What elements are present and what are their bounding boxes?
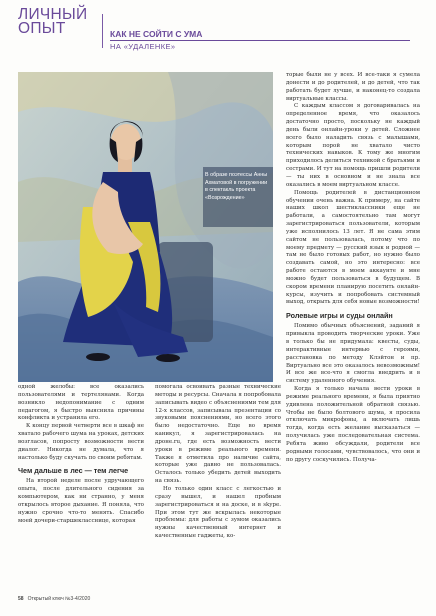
paragraph: одной желобы: все оказались пользователями и тертелянами. Когда возникло недопонимание с одним педагогом, я быстро выяснила причины конфликта и устранила его.	[18, 384, 144, 422]
article-photo	[18, 72, 273, 382]
paragraph: С каждым классом я договаривалась на определенное время, что оказалось достаточно просто, поскольку не каждый день были онлайн-уроки у детей. Сложнее всего было наладить связь с малышами, которым порой не хватало чисто технических навыков. К тому же многим приходилось делиться техникой с братьями и сестрами. И тут на помощь пришли родители — ты них в основном и не знала все оказались в моем виртуальном классе.	[286, 103, 420, 188]
header-divider	[102, 14, 103, 48]
section-label	[18, 8, 88, 36]
paragraph: торые были не у всех. И все-таки я сумела донести и до родителей, и до детей, что так работать будет лучше, и наконец-то создала виртуальные классы.	[286, 72, 420, 102]
portrait-illustration	[18, 72, 273, 382]
photo-caption: В образе поэтессы Анны Ахматовой в погружении в спектакль проекта «Возрождение»	[205, 172, 268, 201]
kicker-subtitle: НА «УДАЛЕНКЕ»	[110, 42, 176, 51]
paragraph: Помимо обычных объяснений, заданий я привыкла проводить творческие уроки. Уже в только бы не придумала: квесты, суды, интерактивные интервью с героями, расстановка по методу Клэйтон и пр. Виртуально все это оказалось невозможным! И все же все-что я смогла внедрить и в систему удаленного обучения.	[286, 323, 420, 385]
paragraph: помогала освоивать разные технические методы и ресурсы. Сначала я попробовала записывать видео с объяснениями тем для 12-х классов, записывала презентации со звуковыми пояснениями, но всего этого было недостаточно. Еще во время каникул, я зарегистрировалась на дроне.ru, где есть возможность вести уроки в режиме реального времени. Также я отметила про наличие сайта, которые уже давно не пользовалась. Осталось только убедить детей выходить на связь.	[155, 384, 281, 485]
paragraph: Помощь родителей в дистанционном обучении очень важна. К примеру, на сайте наших школ шестиклассники еще не работали, а самостоятельно там могут зарегистрироваться пользователи, которым уже исполнилось 13 лет. Я не сама этим сайтом не пользовалась, потому что по моему предмету — русский язык и родной — там не было готовых работ, но нужно было создавать самой, но это интересно: все работе остаются в моем аккаунте и мне можно будет пользоваться в будущем. В скором времени планирую посетить онлайн-курсы, изучить и попробовать системный выход, открыть для себя новые возможности!	[286, 189, 420, 306]
paragraph: На второй неделе после удручающего опыта, после длительного сидения за компьютером, как ни странно, у меня открылось второе дыхание. Я поняла, что нужно срочно что-то менять. Спасибо моей дочери-старшекласснице, которая	[18, 478, 144, 524]
paragraph: Но только один класс с легкостью и сразу вышел, и нашел пробным зарегистрироваться и на доске, и в skype. При этом тут же вскрылась некоторые проблемы: для работы с зумом оказались нужны качественный интернет и качественные гаджеты, ко-	[155, 485, 281, 540]
subheading: Ролевые игры и суды онлайн	[286, 311, 393, 321]
page-number: 58	[18, 596, 24, 602]
subheading: Чем дальше в лес — тем легче	[18, 466, 129, 476]
article-column-bottom-left	[18, 384, 144, 526]
paragraph: Когда я только начала вести уроки в режиме реального времени, я была приятно удивлена положительной обратной связью. Чтобы не было болтового шума, я просила отключать микрофоны, а включать лишь тогда, когда есть желание высказаться — получилась уже последовательная система. Ребята живо обсуждали, родители все родными голосами, чувствовалось, что они и по другу соскучились. Получа-	[286, 386, 420, 463]
article-column-right	[286, 72, 420, 465]
page-footer	[18, 596, 90, 602]
issue-label: Открытый ключ №3-4/2020	[27, 596, 91, 602]
section-label-line2: ОПЫТ	[18, 20, 66, 37]
page-header	[18, 8, 418, 52]
article-column-bottom-middle	[155, 384, 281, 541]
kicker-title: КАК НЕ СОЙТИ С УМА	[110, 30, 410, 41]
paragraph: К концу первой четверти все в шкаф не хватало рабочего шума на уроках, детских возгласов, попросту возможности вести диалог. Никогда не думала, что я настолько буду скучать по своим ребятам.	[18, 423, 144, 461]
section-label-line1: ЛИЧНЫЙ	[18, 6, 88, 23]
